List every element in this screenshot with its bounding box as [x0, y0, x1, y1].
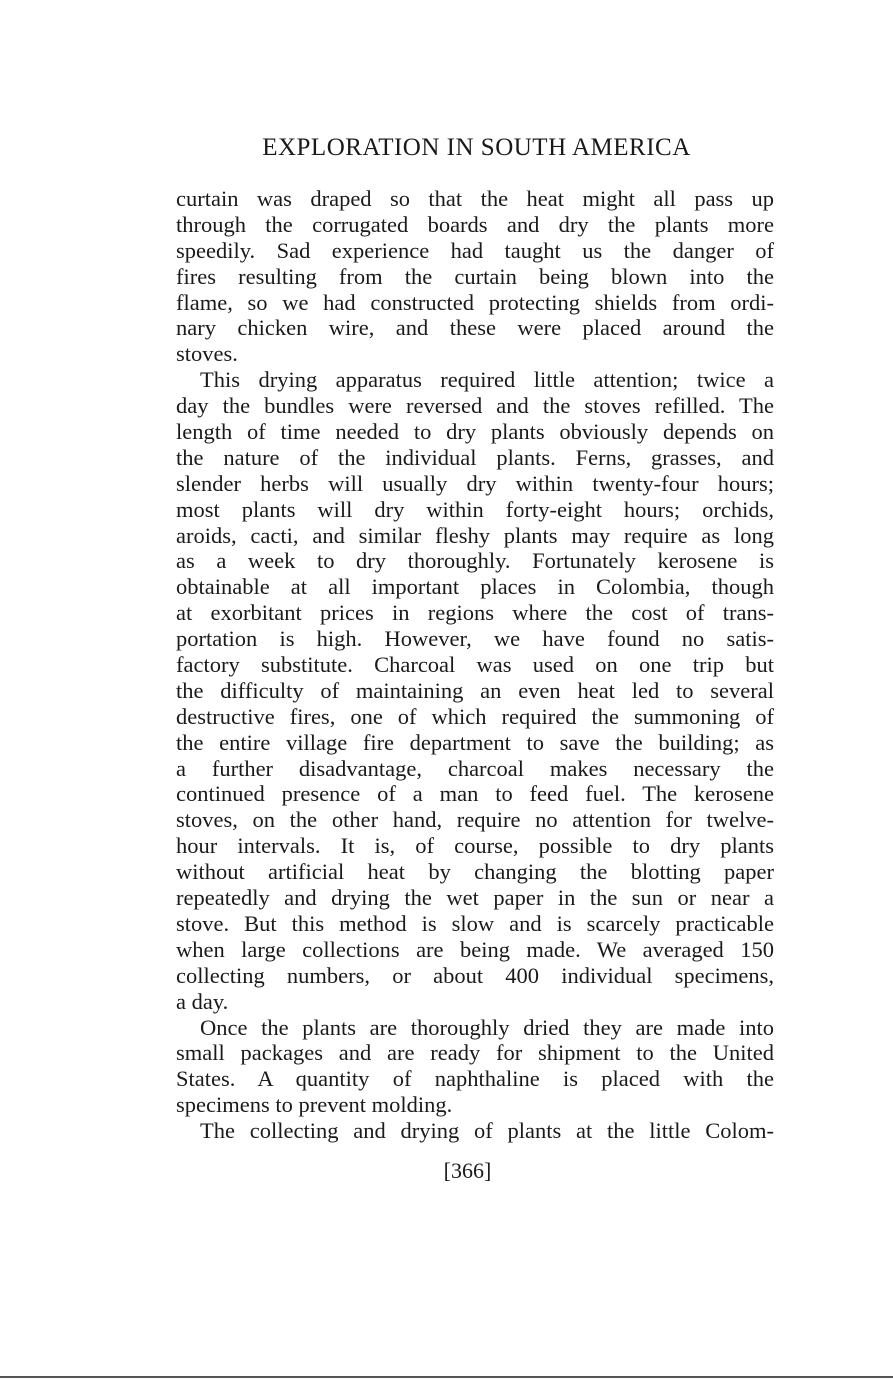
text-line: day the bundles were reversed and the stoves refilled. The — [176, 393, 774, 419]
text-line: collecting numbers, or about 400 individual specimens, — [176, 962, 774, 988]
text-line: States. A quantity of naphthaline is placed with the — [176, 1066, 774, 1092]
text-line: a further disadvantage, charcoal makes necessary the — [176, 755, 774, 781]
paragraph — [176, 1118, 774, 1144]
text-line: destructive fires, one of which required the summoning of — [176, 703, 774, 729]
text-line: The collecting and drying of plants at the little Colom- — [200, 1118, 774, 1144]
text-line: This drying apparatus required little attention; twice a — [200, 367, 774, 393]
text-line: continued presence of a man to feed fuel. The kerosene — [176, 781, 774, 807]
page-number: [366] — [443, 1158, 492, 1183]
text-line: flame, so we had constructed protecting shields from ordi- — [176, 289, 774, 315]
text-line: stoves, on the other hand, require no attention for twelve- — [176, 807, 774, 833]
text-line: stoves. — [176, 341, 238, 367]
paragraph — [176, 367, 774, 1014]
page-edge-rule — [0, 1376, 893, 1378]
text-line: stove. But this method is slow and is scarcely practicable — [176, 910, 774, 936]
text-line: speedily. Sad experience had taught us the danger of — [176, 237, 774, 263]
paragraph — [176, 1015, 774, 1119]
body-text — [176, 186, 774, 1144]
text-line: portation is high. However, we have found no satis- — [176, 626, 774, 652]
text-line: most plants will dry within forty-eight hours; orchids, — [176, 496, 774, 522]
text-line: obtainable at all important places in Colombia, though — [176, 574, 774, 600]
text-line: the entire village fire department to save the building; as — [176, 729, 774, 755]
text-line: repeatedly and drying the wet paper in the sun or near a — [176, 885, 774, 911]
text-line: the nature of the individual plants. Ferns, grasses, and — [176, 444, 774, 470]
text-line: nary chicken wire, and these were placed around the — [176, 315, 774, 341]
text-line: through the corrugated boards and dry the plants more — [176, 211, 774, 237]
text-line: when large collections are being made. We averaged 150 — [176, 936, 774, 962]
text-line: hour intervals. It is, of course, possible to dry plants — [176, 833, 774, 859]
text-line: aroids, cacti, and similar fleshy plants may require as long — [176, 522, 774, 548]
paragraph — [176, 186, 774, 367]
text-line: small packages and are ready for shipment to the United — [176, 1040, 774, 1066]
text-line: at exorbitant prices in regions where the cost of trans- — [176, 600, 774, 626]
text-line: a day. — [176, 988, 229, 1014]
text-line: Once the plants are thoroughly dried they are made into — [200, 1014, 774, 1040]
text-line: curtain was draped so that the heat might all pass up — [176, 186, 774, 211]
text-line: factory substitute. Charcoal was used on one trip but — [176, 652, 774, 678]
text-line: as a week to dry thoroughly. Fortunately kerosene is — [176, 548, 774, 574]
text-line: fires resulting from the curtain being blown into the — [176, 263, 774, 289]
text-line: length of time needed to dry plants obviously depends on — [176, 419, 774, 445]
text-line: the difficulty of maintaining an even heat led to several — [176, 677, 774, 703]
text-line: slender herbs will usually dry within twenty-four hours; — [176, 470, 774, 496]
text-line: specimens to prevent molding. — [176, 1092, 453, 1118]
text-line: without artificial heat by changing the blotting paper — [176, 859, 774, 885]
running-header: EXPLORATION IN SOUTH AMERICA — [262, 134, 691, 161]
